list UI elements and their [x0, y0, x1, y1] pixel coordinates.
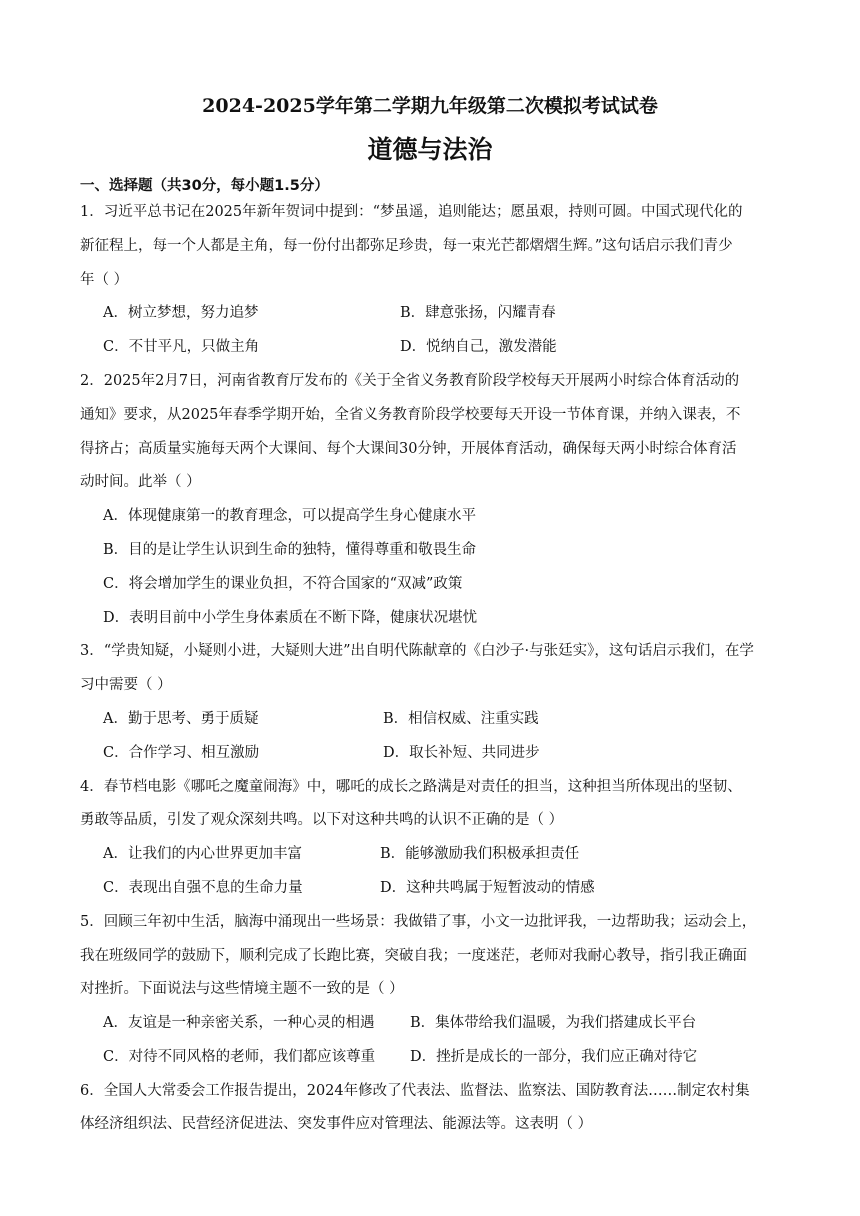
- question-2-line-1: 2．2025年2月7日，河南省教育厅发布的《关于全省义务教育阶段学校每天开展两小时综合体育活动的: [80, 373, 740, 389]
- question-1-option-a: A．树立梦想，努力追梦: [103, 305, 259, 321]
- question-1-option-c: C．不甘平凡，只做主角: [103, 339, 260, 355]
- question-2-option-c: C．将会增加学生的课业负担，不符合国家的“双减”政策: [103, 576, 463, 592]
- question-4-line-1: 4．春节档电影《哪吒之魔童闹海》中，哪吒的成长之路满是对责任的担当，这种担当所体现出的坚韧、: [80, 779, 742, 795]
- question-5-line-1: 5．回顾三年初中生活，脑海中涌现出一些场景：我做错了事，小文一边批评我，一边帮助我；运动会上，: [80, 914, 757, 930]
- question-3-line-2: 习中需要（ ）: [80, 677, 172, 693]
- question-3-option-b: B．相信权威、注重实践: [383, 711, 539, 727]
- question-2-line-3: 得挤占；高质量实施每天两个大课间、每个大课间30分钟，开展体育活动，确保每天两小时综合体育活: [80, 441, 737, 457]
- question-2-option-a: A．体现健康第一的教育理念，可以提高学生身心健康水平: [103, 508, 476, 524]
- subject-title: 道德与法治: [367, 135, 493, 164]
- question-1-line-2: 新征程上，每一个人都是主角，每一份付出都弥足珍贵，每一束光芒都熠熠生辉。”这句话启示我们青少: [80, 238, 733, 254]
- question-2-line-4: 动时间。此举（ ）: [80, 474, 201, 490]
- question-6-line-2: 体经济组织法、民营经济促进法、突发事件应对管理法、能源法等。这表明（ ）: [80, 1116, 593, 1132]
- question-3-option-a: A．勤于思考、勇于质疑: [103, 711, 259, 727]
- question-4-option-d: D．这种共鸣属于短暂波动的情感: [380, 880, 595, 896]
- question-2-option-d: D．表明目前中小学生身体素质在不断下降，健康状况堪忧: [103, 610, 478, 626]
- question-1-line-1: 1．习近平总书记在2025年新年贺词中提到：“梦虽遥，追则能达；愿虽艰，持则可圆。中国式现代化的: [80, 204, 743, 220]
- question-1-option-b: B．肆意张扬，闪耀青春: [400, 305, 556, 321]
- question-2-line-2: 通知》要求，从2025年春季学期开始，全省义务教育阶段学校要每天开设一节体育课，并纳入课表，不: [80, 407, 741, 423]
- question-5-option-d: D．挫折是成长的一部分，我们应正确对待它: [410, 1049, 698, 1065]
- question-1-option-d: D．悦纳自己，激发潜能: [400, 339, 557, 355]
- question-4-option-b: B．能够激励我们积极承担责任: [380, 846, 580, 862]
- question-4-line-2: 勇敢等品质，引发了观众深刻共鸣。以下对这种共鸣的认识不正确的是（ ）: [80, 812, 564, 828]
- question-5-line-2: 我在班级同学的鼓励下，顺利完成了长跑比赛，突破自我；一度迷茫，老师对我耐心教导，指引我正确面: [80, 948, 747, 964]
- question-4-option-a: A．让我们的内心世界更加丰富: [103, 846, 302, 862]
- question-1-line-3: 年（ ）: [80, 272, 129, 288]
- exam-title: 2024-2025学年第二学期九年级第二次模拟考试试卷: [202, 95, 658, 117]
- question-5-option-b: B．集体带给我们温暖，为我们搭建成长平台: [410, 1015, 697, 1031]
- question-5-option-c: C．对待不同风格的老师，我们都应该尊重: [103, 1049, 376, 1065]
- question-6-line-1: 6．全国人大常委会工作报告提出，2024年修改了代表法、监督法、监察法、国防教育法……制定农村集: [80, 1083, 750, 1099]
- question-4-option-c: C．表现出自强不息的生命力量: [103, 880, 303, 896]
- section-heading: 一、选择题（共30分，每小题1.5分）: [80, 178, 329, 194]
- question-3-option-d: D．取长补短、共同进步: [383, 745, 540, 761]
- question-3-line-1: 3．“学贵知疑，小疑则小进，大疑则大进”出自明代陈献章的《白沙子·与张廷实》，这句话启示我们，在学: [80, 643, 754, 659]
- question-3-option-c: C．合作学习、相互激励: [103, 745, 260, 761]
- question-2-option-b: B．目的是让学生认识到生命的独特，懂得尊重和敬畏生命: [103, 542, 477, 558]
- question-5-option-a: A．友谊是一种亲密关系，一种心灵的相遇: [103, 1015, 375, 1031]
- question-5-line-3: 对挫折。下面说法与这些情境主题不一致的是（ ）: [80, 981, 404, 997]
